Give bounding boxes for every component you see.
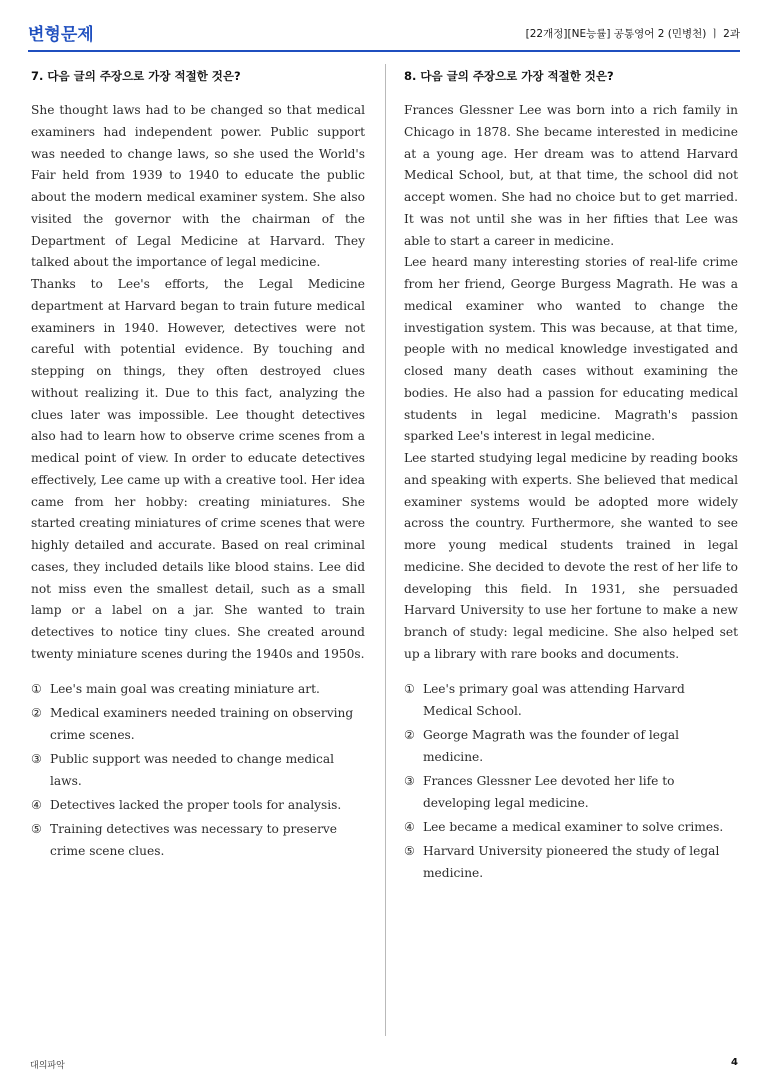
option-number: ⑤ <box>404 843 415 858</box>
answer-option[interactable] <box>31 818 365 862</box>
answer-options <box>31 678 365 862</box>
question-8 <box>404 68 738 886</box>
passage-paragraph: Lee started studying legal medicine by reading books and speaking with experts. She believed that medical examiner systems would be adopted more widely across the country. Furthermore, she wanted to see more young medical students trained in legal medicine. She decided to devote the rest of her life to developing this field. In 1931, she persuaded Harvard University to use her fortune to make a new branch of study: legal medicine. She also helped set up a library with rare books and documents. <box>404 451 738 661</box>
option-text: Lee's main goal was creating miniature art. <box>50 681 320 696</box>
question-7 <box>31 68 365 864</box>
option-number: ① <box>404 681 415 696</box>
answer-option[interactable] <box>31 702 365 746</box>
passage-paragraph: She thought laws had to be changed so that medical examiners had independent power. Public support was needed to change laws, so she used the World's Fair held from 1939 to 1940 to educate the public about the modern medical examiner system. She also visited the governor with the chairman of the Department of Legal Medicine at Harvard. They talked about the importance of legal medicine. <box>31 103 365 270</box>
answer-option[interactable] <box>31 748 365 792</box>
option-text: Detectives lacked the proper tools for analysis. <box>50 797 342 812</box>
option-text: Lee became a medical examiner to solve crimes. <box>423 819 724 834</box>
answer-option[interactable] <box>404 840 738 884</box>
header-subtitle: [22개정][NE능률] 공통영어 2 (민병천) ㅣ 2과 <box>525 28 740 40</box>
question-title: 7. 다음 글의 주장으로 가장 적절한 것은? <box>31 69 241 83</box>
answer-option[interactable] <box>404 724 738 768</box>
option-text: George Magrath was the founder of legal medicine. <box>423 727 679 764</box>
option-number: ① <box>31 681 42 696</box>
brand-title: 변형문제 <box>28 25 94 45</box>
page-header <box>28 18 740 52</box>
option-text: Public support was needed to change medical laws. <box>50 751 335 788</box>
option-number: ② <box>31 705 42 720</box>
option-number: ② <box>404 727 415 742</box>
column-divider <box>385 64 386 1036</box>
option-text: Harvard University pioneered the study of legal medicine. <box>423 843 720 880</box>
option-text: Medical examiners needed training on observing crime scenes. <box>50 705 354 742</box>
option-number: ④ <box>31 797 42 812</box>
option-number: ④ <box>404 819 415 834</box>
footer-category: 대의파악 <box>30 1061 65 1071</box>
answer-option[interactable] <box>404 816 738 838</box>
answer-option[interactable] <box>31 794 365 816</box>
passage-paragraph: Frances Glessner Lee was born into a rich family in Chicago in 1878. She became interested in medicine at a young age. Her dream was to attend Harvard Medical School, but, at that time, the school did not accept women. She had no choice but to get married. It was not until she was in her fifties that Lee was able to start a career in medicine. <box>404 103 738 248</box>
passage-paragraph: Lee heard many interesting stories of real-life crime from her friend, George Burgess Magrath. He was a medical examiner who wanted to change the investigation system. This was because, at that time, people with no medical knowledge investigated and closed many death cases without examining the bodies. He also had a passion for educating medical students in legal medicine. Magrath's passion sparked Lee's interest in legal medicine. <box>404 255 738 444</box>
option-number: ③ <box>31 751 42 766</box>
answer-options <box>404 678 738 884</box>
passage <box>404 100 738 666</box>
answer-option[interactable] <box>31 678 365 700</box>
answer-option[interactable] <box>404 770 738 814</box>
option-text: Frances Glessner Lee devoted her life to developing legal medicine. <box>423 773 675 810</box>
passage-paragraph: Thanks to Lee's efforts, the Legal Medicine department at Harvard began to train future medical examiners in 1940. However, detectives were not careful with potential evidence. By touching and stepping on things, they often destroyed clues without realizing it. Due to this fact, analyzing the clues later was impossible. Lee thought detectives also had to learn how to observe crime scenes from a medical point of view. In order to educate detectives effectively, Lee came up with a creative tool. Her idea came from her hobby: creating miniatures. She started creating miniatures of crime scenes that were highly detailed and accurate. Based on real criminal cases, they included details like blood stains. Lee did not miss even the smallest detail, such as a small lamp or a label on a jar. She wanted to train detectives to notice tiny clues. She created around twenty miniature scenes during the 1940s and 1950s. <box>31 277 365 661</box>
option-number: ③ <box>404 773 415 788</box>
option-text: Training detectives was necessary to preserve crime scene clues. <box>50 821 337 858</box>
option-text: Lee's primary goal was attending Harvard Medical School. <box>423 681 685 718</box>
passage <box>31 100 365 666</box>
answer-option[interactable] <box>404 678 738 722</box>
question-title: 8. 다음 글의 주장으로 가장 적절한 것은? <box>404 69 614 83</box>
page-number: 4 <box>731 1057 738 1068</box>
option-number: ⑤ <box>31 821 42 836</box>
